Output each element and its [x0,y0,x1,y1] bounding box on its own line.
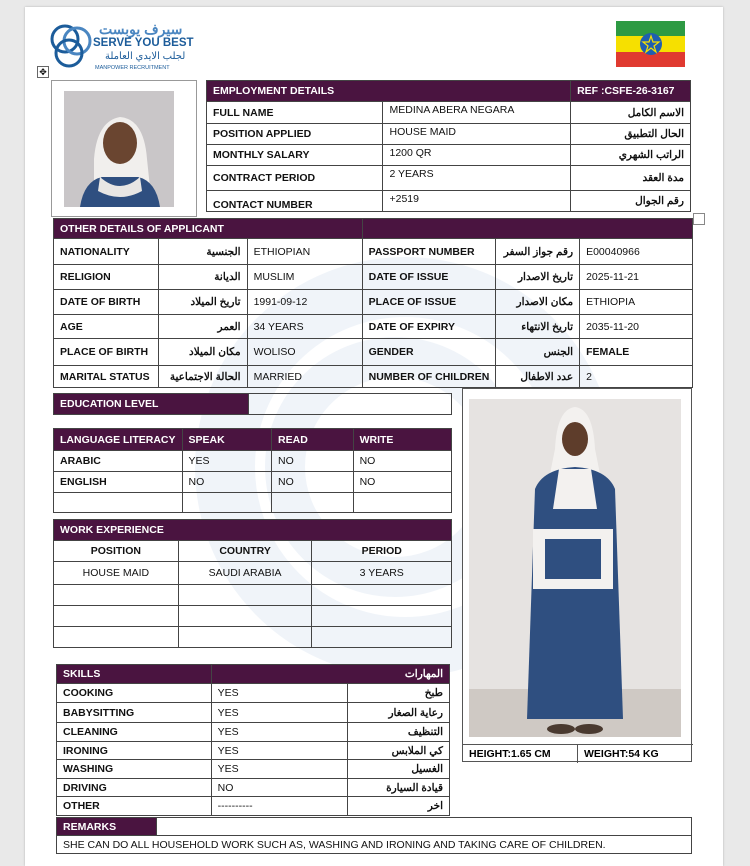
remarks-table [56,817,692,854]
salary-label: MONTHLY SALARY [207,145,383,166]
language-empty-cell [272,493,354,513]
skill-washing-value: YES [211,760,348,779]
passport-ar: رقم جواز السفر [496,239,580,265]
salary-value: 1200 QR [383,145,571,166]
contact-label: CONTACT NUMBER [207,191,383,212]
work-empty-cell [178,627,312,648]
arabic-read: NO [272,451,354,472]
birth-place-label: PLACE OF BIRTH [54,339,159,366]
salary-ar: الراتب الشهري [571,145,691,166]
work-col-position: POSITION [54,541,179,562]
language-empty-cell [54,493,183,513]
skill-cooking-value: YES [211,684,348,703]
document-page [25,7,723,866]
age-ar: العمر [158,315,247,339]
skill-other-ar: اخر [348,797,450,816]
issue-place-ar: مكان الاصدار [496,290,580,315]
age-value: 34 YEARS [247,315,362,339]
passport-value: E00040966 [580,239,693,265]
logo-arabic-sub: لجلب الايدي العاملة [105,51,186,62]
issue-date-ar: تاريخ الاصدار [496,265,580,290]
work-empty-cell [312,585,452,606]
birth-place-value: WOLISO [247,339,362,366]
gender-label: GENDER [362,339,496,366]
marital-label: MARITAL STATUS [54,366,159,388]
language-empty-cell [353,493,451,513]
work-empty-cell [178,585,312,606]
education-table [53,393,452,415]
age-label: AGE [54,315,159,339]
skill-other-value: ---------- [211,797,348,816]
skills-header-ar: المهارات [211,665,449,684]
work-empty-cell [54,606,179,627]
education-value [248,394,451,415]
remarks-text: SHE CAN DO ALL HOUSEHOLD WORK SUCH AS, WASHING AND IRONING AND TAKING CARE OF CHILDREN. [57,836,692,854]
religion-label: RELIGION [54,265,159,290]
work-empty-cell [54,627,179,648]
issue-place-value: ETHIOPIA [580,290,693,315]
position-ar: الحال التطبيق [571,124,691,145]
nationality-value: ETHIOPIAN [247,239,362,265]
dob-ar: تاريخ الميلاد [158,290,247,315]
skill-washing-ar: الغسيل [348,760,450,779]
nationality-ar: الجنسية [158,239,247,265]
passport-label: PASSPORT NUMBER [362,239,496,265]
remarks-header: REMARKS [57,818,157,836]
gender-value: FEMALE [580,339,693,366]
expiry-label: DATE OF EXPIRY [362,315,496,339]
skill-ironing-label: IRONING [57,742,212,760]
english-speak: NO [182,472,272,493]
flag-star-icon [640,33,662,55]
full-name-ar: الاسم الكامل [571,102,691,124]
dob-value: 1991-09-12 [247,290,362,315]
contract-value: 2 YEARS [383,166,571,191]
table-resize-handle[interactable] [693,213,705,225]
ethiopia-flag [616,21,685,67]
skills-table [56,664,450,816]
weight-value: WEIGHT:54 KG [578,744,693,763]
issue-place-label: PLACE OF ISSUE [362,290,496,315]
arabic-speak: YES [182,451,272,472]
issue-date-label: DATE OF ISSUE [362,265,496,290]
issue-date-value: 2025-11-21 [580,265,693,290]
skill-cleaning-ar: التنظيف [348,723,450,742]
skill-washing-label: WASHING [57,760,212,779]
skill-ironing-ar: كي الملابس [348,742,450,760]
skill-other-label: OTHER [57,797,212,816]
other-details-header: OTHER DETAILS OF APPLICANT [54,219,363,239]
logo-sub: MANPOWER RECRUITMENT [95,65,170,71]
arabic-write: NO [353,451,451,472]
employment-table [206,80,691,212]
skill-babysitting-value: YES [211,703,348,723]
work-period: 3 YEARS [312,562,452,585]
lang-arabic: ARABIC [54,451,183,472]
full-name-value: MEDINA ABERA NEGARA [383,102,571,124]
birth-place-ar: مكان الميلاد [158,339,247,366]
portrait-photo [51,80,197,217]
position-label: POSITION APPLIED [207,124,383,145]
contract-label: CONTRACT PERIOD [207,166,383,191]
skill-cooking-ar: طبخ [348,684,450,703]
logo-rings-icon [47,21,95,73]
write-header: WRITE [353,429,451,451]
work-empty-cell [54,585,179,606]
work-position: HOUSE MAID [54,562,179,585]
skill-ironing-value: YES [211,742,348,760]
full-name-label: FULL NAME [207,102,383,124]
logo-arabic-name: سيرف يوبست [99,21,183,37]
dob-label: DATE OF BIRTH [54,290,159,315]
marital-value: MARRIED [247,366,362,388]
speak-header: SPEAK [182,429,272,451]
company-logo [47,21,209,77]
children-label: NUMBER OF CHILDREN [362,366,496,388]
work-empty-cell [178,606,312,627]
skill-cooking-label: COOKING [57,684,212,703]
marital-ar: الحالة الاجتماعية [158,366,247,388]
skill-babysitting-label: BABYSITTING [57,703,212,723]
contact-value: +2519 [383,191,571,212]
religion-ar: الديانة [158,265,247,290]
skill-babysitting-ar: رعاية الصغار [348,703,450,723]
contact-ar: رقم الجوال [571,191,691,212]
ref-number: REF :CSFE-26-3167 [571,81,691,102]
children-value: 2 [580,366,693,388]
language-header: LANGUAGE LITERACY [54,429,183,451]
language-table [53,428,452,513]
logo-name: SERVE YOU BEST [93,37,194,49]
english-read: NO [272,472,354,493]
skill-driving-ar: قيادة السيارة [348,779,450,797]
education-header: EDUCATION LEVEL [54,394,249,415]
work-col-period: PERIOD [312,541,452,562]
nationality-label: NATIONALITY [54,239,159,265]
skills-header: SKILLS [57,665,212,684]
work-empty-cell [312,606,452,627]
table-move-handle[interactable]: ✥ [37,66,49,78]
work-col-country: COUNTRY [178,541,312,562]
work-empty-cell [312,627,452,648]
work-country: SAUDI ARABIA [178,562,312,585]
language-empty-cell [182,493,272,513]
remarks-header-blank [156,818,691,836]
religion-value: MUSLIM [247,265,362,290]
gender-ar: الجنس [496,339,580,366]
other-details-table [53,218,693,388]
read-header: READ [272,429,354,451]
position-value: HOUSE MAID [383,124,571,145]
full-body-photo [462,388,692,762]
english-write: NO [353,472,451,493]
expiry-value: 2035-11-20 [580,315,693,339]
skill-driving-label: DRIVING [57,779,212,797]
expiry-ar: تاريخ الانتهاء [496,315,580,339]
skill-driving-value: NO [211,779,348,797]
other-details-header-right [362,219,692,239]
children-ar: عدد الاطفال [496,366,580,388]
lang-english: ENGLISH [54,472,183,493]
skill-cleaning-value: YES [211,723,348,742]
employment-header: EMPLOYMENT DETAILS [207,81,571,102]
skill-cleaning-label: CLEANING [57,723,212,742]
work-experience-table [53,519,452,648]
work-header: WORK EXPERIENCE [54,520,452,541]
contract-ar: مدة العقد [571,166,691,191]
height-value: HEIGHT:1.65 CM [463,744,578,763]
